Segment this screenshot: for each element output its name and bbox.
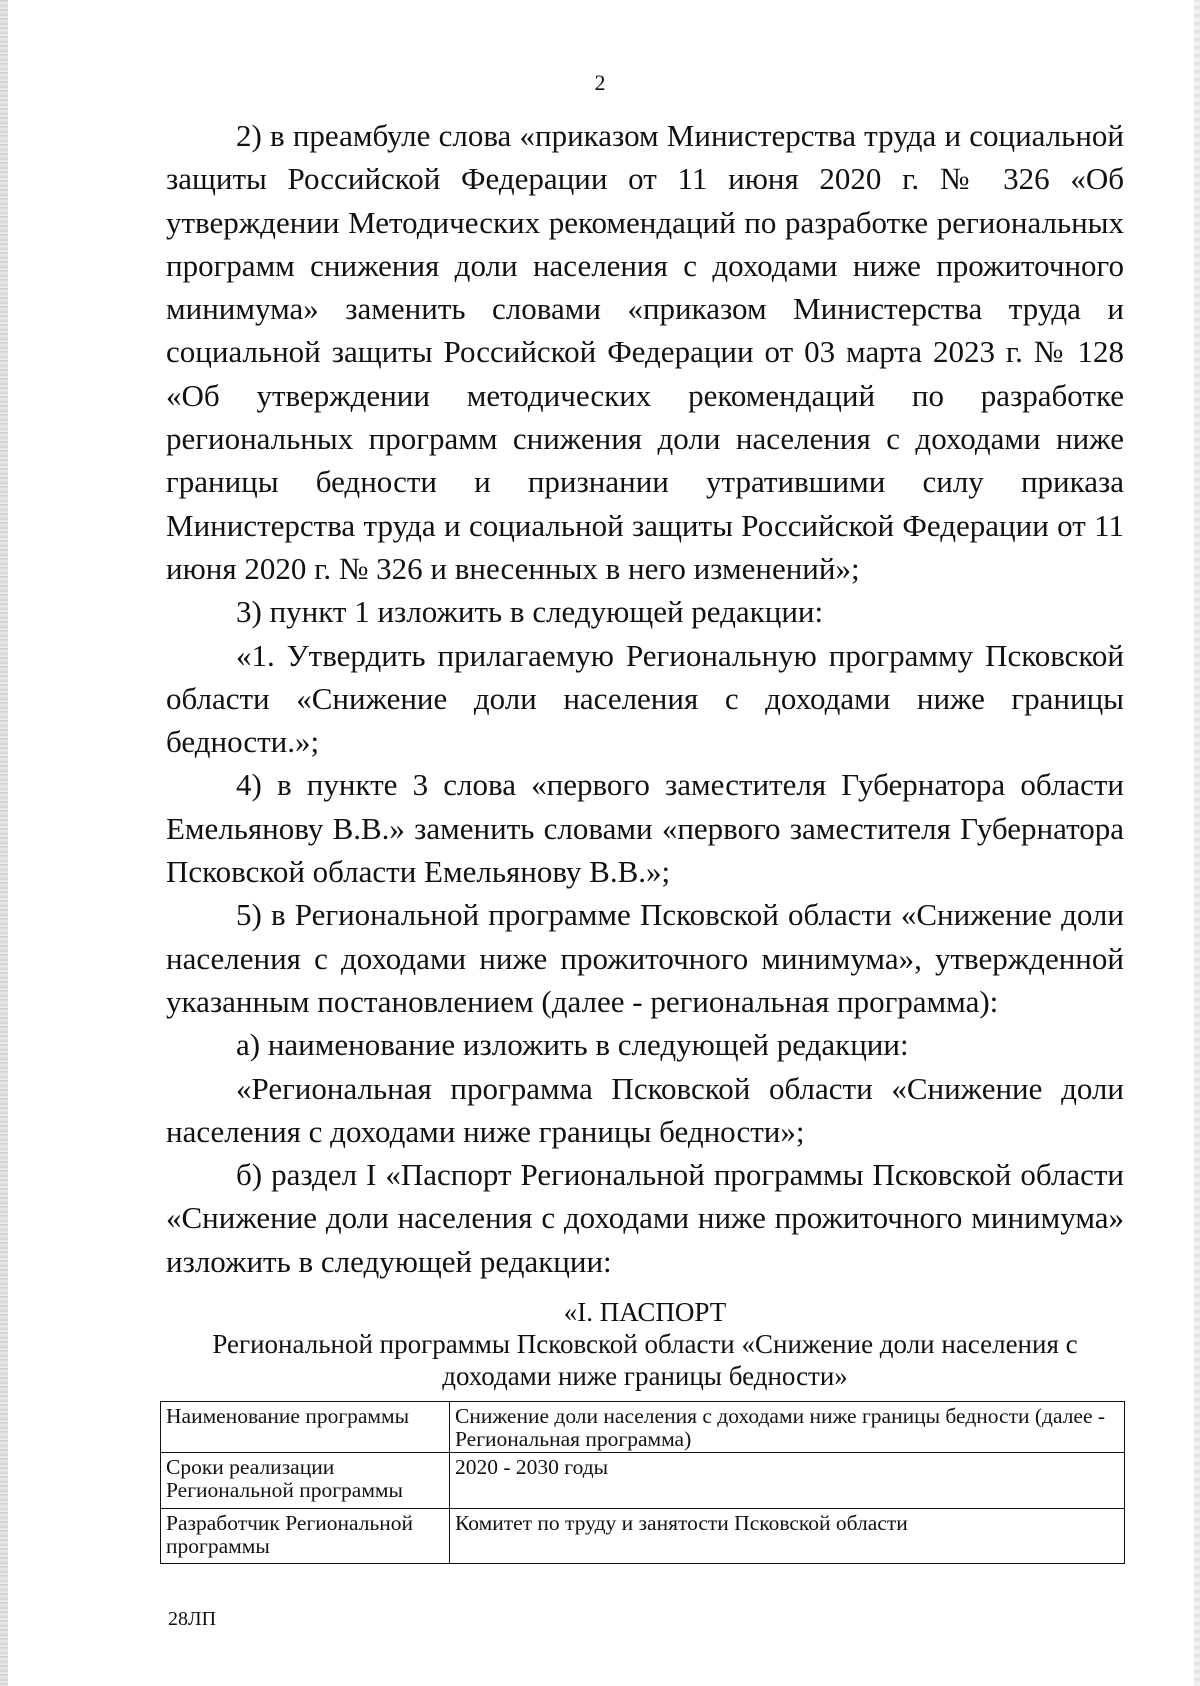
paragraph-item-4: 4) в пункте 3 слова «первого заместителя Губернатора области Емельянову В.В.» заменить словами «первого заместителя Губернатора Псковской области Емельянову В.В.»; xyxy=(166,767,1124,890)
paragraph-item-3: 3) пункт 1 изложить в следующей редакции: xyxy=(236,594,824,630)
passport-table xyxy=(160,1401,1125,1564)
passport-heading-subtitle-line2: доходами ниже границы бедности» xyxy=(442,1361,848,1391)
table-row xyxy=(161,1453,1125,1509)
table-row xyxy=(161,1402,1125,1453)
scan-edge-left xyxy=(0,0,8,1686)
table-cell-label: Разработчик Региональной программы xyxy=(161,1509,450,1564)
paragraph-item-5a-new-name: «Региональная программа Псковской области «Снижение доли населения с доходами ниже границы бедности»; xyxy=(166,1070,1124,1149)
table-cell-value: 2020 - 2030 годы xyxy=(450,1453,1125,1509)
paragraph-item-5: 5) в Региональной программе Псковской области «Снижение доли населения с доходами ниже прожиточного минимума», утвержденной указанным постановлением (далее - региональная программа): xyxy=(166,897,1124,1019)
paragraph-item-2-preamble: 2) в преамбуле слова «приказом Министерства труда и социальной защиты Российской Федерации от 11 июня 2020 г. № 326 «Об утверждении Методических рекомендаций по разработке региональных программ снижения доли населения с доходами ниже прожиточного минимума» заменить словами «приказом Министерства труда и социальной защиты Российской Федерации от 03 марта 2023 г. № 128 «Об утверждении методических рекомендаций по разработке региональных программ снижения доли населения с доходами ниже границы бедности и признании утратившими силу приказа Министерства труда и социальной защиты Российской Федерации от 11 июня 2020 г. № 326 и внесенных в него изменений»; xyxy=(166,118,1124,586)
table-row xyxy=(161,1509,1125,1564)
passport-heading xyxy=(166,1296,1124,1392)
paragraph-item-5a: а) наименование изложить в следующей редакции: xyxy=(236,1027,909,1063)
passport-heading-title: «I. ПАСПОРТ xyxy=(563,1297,727,1327)
table-cell-value: Снижение доли населения с доходами ниже границы бедности (далее - Региональная программа) xyxy=(450,1402,1125,1453)
scan-edge-right xyxy=(1194,0,1200,1686)
document-body xyxy=(166,114,1124,1283)
table-cell-label: Наименование программы xyxy=(161,1402,450,1453)
paragraph-item-5b: б) раздел I «Паспорт Региональной программы Псковской области «Снижение доли населения с доходами ниже прожиточного минимума» изложить в следующей редакции: xyxy=(166,1157,1124,1279)
passport-heading-subtitle-line1: Региональной программы Псковской области «Снижение доли населения с xyxy=(212,1329,1078,1359)
footer-document-code: 28ЛП xyxy=(168,1608,217,1630)
table-cell-value: Комитет по труду и занятости Псковской области xyxy=(450,1509,1125,1564)
table-cell-label: Сроки реализации Региональной программы xyxy=(161,1453,450,1509)
page-number: 2 xyxy=(594,70,606,95)
paragraph-item-3-new-text: «1. Утвердить прилагаемую Региональную программу Псковской области «Снижение доли населения с доходами ниже границы бедности.»; xyxy=(166,637,1124,760)
